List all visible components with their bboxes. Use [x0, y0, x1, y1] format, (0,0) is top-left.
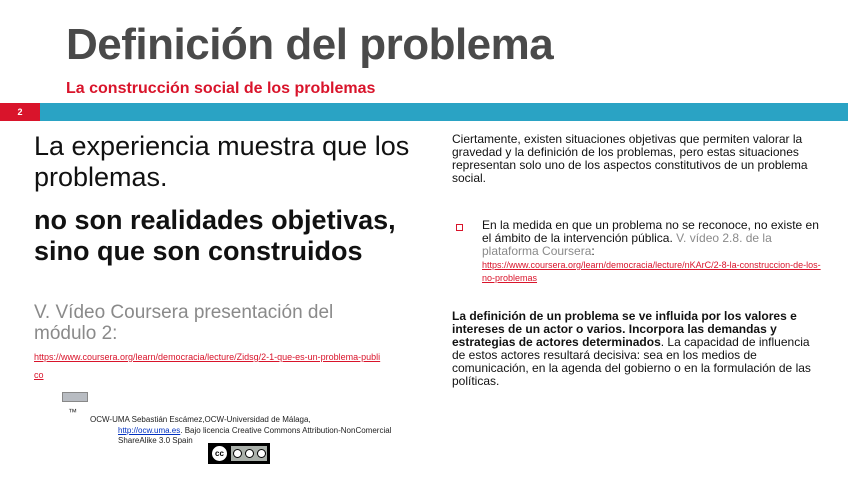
license-image-icon — [62, 392, 88, 402]
actors-bold-text: La definición de un problema se ve influida por los valores e intereses de un actor o varios. Incorpora las demandas y estrategias de actores determinados — [452, 309, 797, 349]
objective-situations-paragraph: Ciertamente, existen situaciones objetivas que permiten valorar la gravedad y la definición de los problemas, pero estas situaciones representan solo uno de los aspectos constitutivos de un problema social. — [452, 132, 808, 185]
actors-rest-text: . La capacidad de influencia de estos actores resultará decisiva: sea en los medios de comunicación, en la agenda del gobierno o en la formulación de las políticas. — [452, 335, 811, 388]
video-reference: V. Vídeo Coursera presentación del módulo 2: — [34, 302, 334, 344]
slide-title: Definición del problema — [66, 20, 554, 69]
bullet-colon: : — [591, 244, 595, 258]
cc-conditions — [231, 446, 267, 461]
license-line-1: OCW-UMA Sebastián Escámez,OCW-Universidad de Málaga, — [90, 415, 311, 424]
square-bullet-icon — [456, 224, 463, 231]
slide-number: 2 — [17, 107, 23, 117]
nc-icon — [245, 449, 254, 458]
bullet-paragraph — [482, 219, 822, 284]
key-statement: no son realidades objetivas, sino que son construidos — [34, 205, 396, 266]
license-line-3: ShareAlike 3.0 Spain — [118, 436, 193, 445]
creative-commons-badge[interactable] — [208, 443, 270, 464]
trademark-mark: ™ — [68, 407, 77, 417]
cc-icon: cc — [210, 444, 229, 463]
sa-icon — [257, 449, 266, 458]
coursera-no-problems-link[interactable]: https://www.coursera.org/learn/democracia/lecture/nKArC/2-8-la-construccion-de-los-no-problemas — [482, 260, 821, 283]
license-line-2 — [118, 425, 458, 436]
actors-paragraph — [452, 310, 822, 388]
ocw-link[interactable]: http://ocw.uma.es — [118, 426, 181, 435]
lead-text: La experiencia muestra que los problemas. — [34, 131, 410, 192]
bullet-text: En la medida en que un problema no se reconoce, no existe en el ámbito de la intervención pública. — [482, 218, 819, 245]
header-divider-bar — [40, 103, 848, 121]
coursera-video-link[interactable]: https://www.coursera.org/learn/democracia/lecture/Zidsg/2-1-que-es-un-problema-publico — [34, 352, 381, 380]
by-icon — [233, 449, 242, 458]
bullet-video-ref: V. vídeo 2.8. de la plataforma Coursera — [482, 231, 772, 258]
license-line-2-text: . Bajo licencia Creative Commons Attribution-NonComercial — [180, 426, 392, 435]
slide-subtitle: La construcción social de los problemas — [66, 80, 376, 97]
video-link-container — [34, 347, 384, 383]
